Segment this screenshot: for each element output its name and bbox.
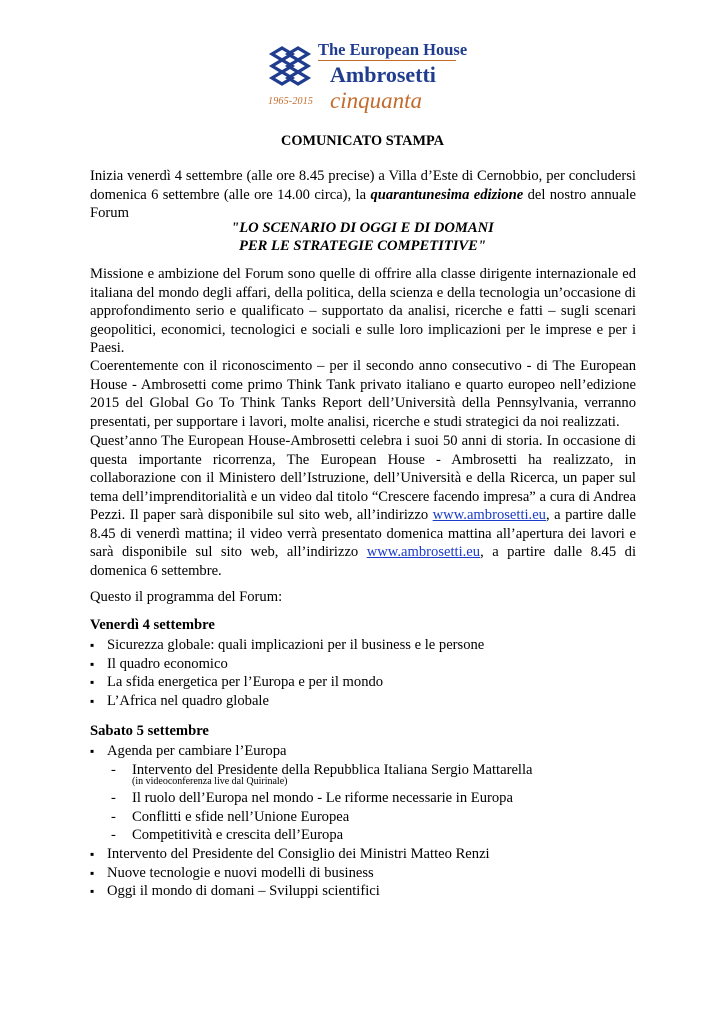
logo-divider bbox=[318, 60, 456, 61]
company-logo bbox=[268, 38, 468, 122]
friday-list bbox=[90, 636, 484, 710]
anniversary-text-3: , a partire dalle 8.45 di domenica 6 settembre. bbox=[90, 544, 636, 579]
list-item: ▪ Sicurezza globale: quali implicazioni per il business e le persone bbox=[90, 636, 484, 655]
list-item: ▪ La sfida energetica per l’Europa e per il mondo bbox=[90, 673, 484, 692]
ambrosetti-link-1[interactable]: www.ambrosetti.eu bbox=[432, 507, 546, 523]
agenda-label: Agenda per cambiare l’Europa bbox=[107, 743, 287, 759]
logo-text-line1: The European House bbox=[318, 40, 468, 59]
list-item bbox=[90, 742, 533, 845]
ambrosetti-link-2[interactable]: www.ambrosetti.eu bbox=[366, 544, 481, 560]
list-item: ▪ Intervento del Presidente del Consiglio dei Ministri Matteo Renzi bbox=[90, 845, 533, 864]
sublist-item: - Competitività e crescita dell’Europa bbox=[107, 826, 533, 845]
saturday-title: Sabato 5 settembre bbox=[90, 723, 209, 739]
forum-headline bbox=[0, 219, 725, 255]
logo-years: 1965-2015 bbox=[268, 96, 314, 107]
recognition-paragraph: Coerentemente con il riconoscimento – per il secondo anno consecutivo - di The European House - Ambrosetti come primo Think Tank privato italiano e quarto europeo nell’edizione 2015 del Global Go To Think Tanks Report dell’Università della Pennsylvania, verranno presentati, per supportare i lavori, molte analisi, ricerche e studi strategici da noi realizzati. bbox=[90, 358, 636, 430]
sublist-item-note: (in videoconferenza live dal Quirinale) bbox=[132, 776, 288, 788]
list-item: ▪ Nuove tecnologie e nuovi modelli di business bbox=[90, 864, 533, 883]
intro-emphasis: quarantunesima edizione bbox=[370, 186, 524, 203]
logo-mark-icon bbox=[268, 44, 312, 88]
intro-text-after: del nostro annuale Forum bbox=[90, 186, 636, 221]
agenda-sublist bbox=[107, 761, 533, 845]
logo-text-line2: Ambrosetti bbox=[330, 62, 436, 87]
sublist-item: - Il ruolo dell’Europa nel mondo - Le riforme necessarie in Europa bbox=[107, 789, 533, 808]
sublist-item bbox=[107, 761, 533, 790]
page-title: COMUNICATO STAMPA bbox=[281, 133, 444, 149]
sublist-item: - Conflitti e sfide nell’Unione Europea bbox=[107, 808, 533, 827]
intro-text-before: Inizia venerdì 4 settembre (alle ore 8.45 precise) a Villa d’Este di Cernobbio, per concludersi domenica 6 settembre (alle ore 14.00 circa), la bbox=[90, 168, 636, 203]
list-item: ▪ L’Africa nel quadro globale bbox=[90, 692, 484, 711]
intro-paragraph bbox=[90, 167, 636, 223]
anniversary-paragraph bbox=[90, 432, 636, 580]
friday-title: Venerdì 4 settembre bbox=[90, 617, 215, 633]
saturday-list bbox=[90, 742, 533, 901]
logo-text-line3: cinquanta bbox=[330, 88, 422, 113]
anniversary-text-2: , a partire dalle 8.45 di venerdì mattina; il video verrà presentato domenica mattina all’apertura dei lavori e sarà disponibile sul sito web, all’indirizzo bbox=[90, 507, 636, 560]
list-item: ▪ Oggi il mondo di domani – Sviluppi scientifici bbox=[90, 882, 533, 901]
list-item: ▪ Il quadro economico bbox=[90, 655, 484, 674]
mission-paragraph: Missione e ambizione del Forum sono quelle di offrire alla classe dirigente internazionale ed italiana del mondo degli affari, della politica, della scienza e della tecnologia un’occasione di approfondimento serio e qualificato – supportato da analisi, ricerche e fatti – sugli scenari geopolitici, economici, tecnologici e sociali e sulle loro implicazioni per le imprese e per i Paesi. bbox=[90, 266, 636, 356]
headline-line2: PER LE STRATEGIE COMPETITIVE" bbox=[239, 238, 486, 254]
program-intro: Questo il programma del Forum: bbox=[90, 589, 283, 605]
anniversary-text-1: Quest’anno The European House-Ambrosetti celebra i suoi 50 anni di storia. In occasione di questa importante ricorrenza, The European House - Ambrosetti ha realizzato, in collaborazione con il Ministero dell’Istruzione, dell’Università e della Ricerca, un paper sul tema dell’imprenditorialità e un video dal titolo “Crescere facendo impresa” a cura di Andrea Pezzi. Il paper sarà disponibile sul sito web, all’indirizzo bbox=[90, 433, 636, 523]
headline-line1: "LO SCENARIO DI OGGI E DI DOMANI bbox=[231, 220, 494, 236]
sublist-item-text: Intervento del Presidente della Repubblica Italiana Sergio Mattarella bbox=[132, 761, 533, 778]
